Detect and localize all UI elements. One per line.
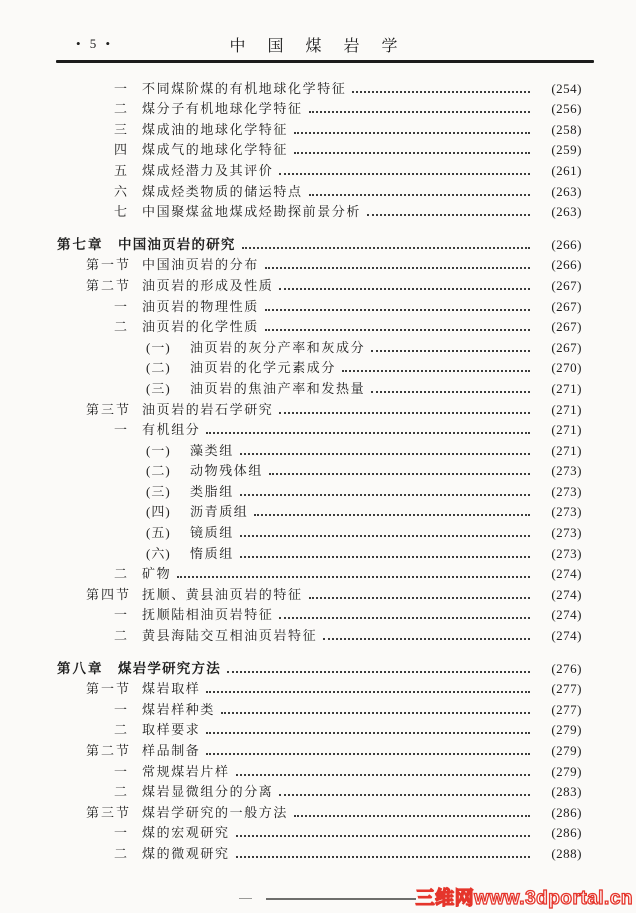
entry-page-number: (273) bbox=[551, 483, 582, 499]
entry-page-number: (271) bbox=[551, 422, 582, 438]
entry-page-number: (267) bbox=[551, 319, 582, 335]
entry-number: 第三节 bbox=[86, 401, 132, 417]
entry-title: 常规煤岩片样 bbox=[142, 763, 230, 779]
entry-title: 油页岩的焦油产率和发热量 bbox=[190, 380, 366, 396]
dot-leader bbox=[265, 329, 530, 331]
entry-page-number: (263) bbox=[551, 204, 582, 220]
entry-title: 油页岩的岩石学研究 bbox=[142, 401, 274, 417]
toc-row bbox=[0, 336, 582, 357]
entry-page-number: (273) bbox=[551, 463, 582, 479]
toc-row bbox=[0, 739, 582, 760]
dot-leader bbox=[371, 391, 530, 393]
entry-number: 一 bbox=[114, 422, 129, 438]
entry-title: 油页岩的化学元素成分 bbox=[190, 360, 337, 376]
dot-leader bbox=[240, 453, 530, 455]
entry-number: 第一节 bbox=[86, 257, 132, 273]
dot-leader bbox=[177, 576, 530, 578]
entry-page-number: (266) bbox=[551, 257, 582, 273]
entry-number: 一 bbox=[114, 825, 129, 841]
entry-page-number: (256) bbox=[551, 101, 582, 117]
entry-number: 第二节 bbox=[86, 277, 132, 293]
dot-leader bbox=[265, 267, 530, 269]
dot-leader bbox=[279, 412, 530, 414]
entry-number: 一 bbox=[114, 607, 129, 623]
entry-number: (三) bbox=[146, 483, 171, 499]
entry-title: 油页岩的灰分产率和灰成分 bbox=[190, 339, 366, 355]
toc-row bbox=[0, 563, 582, 584]
entry-title: 油页岩的化学性质 bbox=[142, 319, 259, 335]
dot-leader bbox=[323, 638, 530, 640]
dot-leader bbox=[279, 288, 530, 290]
dot-leader bbox=[206, 753, 530, 755]
toc-row bbox=[0, 542, 582, 563]
entry-page-number: (271) bbox=[551, 442, 582, 458]
toc-row bbox=[0, 77, 582, 98]
dot-leader bbox=[206, 732, 530, 734]
entry-page-number: (267) bbox=[551, 339, 582, 355]
entry-title: 类脂组 bbox=[190, 483, 234, 499]
footer-dash bbox=[239, 898, 252, 899]
toc-row bbox=[0, 233, 582, 254]
entry-number: 二 bbox=[114, 845, 129, 861]
page-header bbox=[0, 0, 636, 60]
entry-number: 一 bbox=[114, 80, 129, 96]
entry-title: 煤的宏观研究 bbox=[142, 825, 230, 841]
entry-number: 一 bbox=[114, 298, 129, 314]
dot-leader bbox=[279, 794, 530, 796]
table-of-contents bbox=[0, 60, 636, 863]
entry-title: 黄县海陆交互相油页岩特征 bbox=[142, 628, 318, 644]
header-rule bbox=[56, 60, 594, 63]
toc-row bbox=[0, 180, 582, 201]
entry-page-number: (274) bbox=[551, 586, 582, 602]
dot-leader bbox=[367, 214, 530, 216]
entry-title: 煤岩学研究方法 bbox=[118, 660, 221, 676]
toc-row bbox=[0, 274, 582, 295]
entry-title: 油页岩的物理性质 bbox=[142, 298, 259, 314]
entry-number: 一 bbox=[114, 701, 129, 717]
entry-page-number: (274) bbox=[551, 607, 582, 623]
entry-number: 七 bbox=[114, 204, 129, 220]
entry-number: 第三节 bbox=[86, 804, 132, 820]
entry-page-number: (261) bbox=[551, 162, 582, 178]
entry-title: 煤岩样种类 bbox=[142, 701, 216, 717]
entry-page-number: (273) bbox=[551, 525, 582, 541]
entry-number: 第一节 bbox=[86, 681, 132, 697]
toc-row bbox=[0, 521, 582, 542]
dot-leader bbox=[240, 494, 530, 496]
toc-row bbox=[0, 295, 582, 316]
entry-page-number: (277) bbox=[551, 701, 582, 717]
dot-leader bbox=[206, 691, 530, 693]
dot-leader bbox=[309, 597, 530, 599]
entry-number: (六) bbox=[146, 545, 171, 561]
dot-leader bbox=[352, 91, 530, 93]
entry-title: 煤岩学研究的一般方法 bbox=[142, 804, 289, 820]
dot-leader bbox=[206, 432, 530, 434]
toc-row bbox=[0, 657, 582, 678]
entry-number: 第七章 bbox=[57, 236, 104, 252]
dot-leader bbox=[309, 111, 530, 113]
entry-page-number: (271) bbox=[551, 401, 582, 417]
entry-number: (二) bbox=[146, 360, 171, 376]
entry-title: 动物残体组 bbox=[190, 463, 264, 479]
entry-title: 惰质组 bbox=[190, 545, 234, 561]
toc-row bbox=[0, 460, 582, 481]
entry-page-number: (266) bbox=[551, 236, 582, 252]
entry-number: (三) bbox=[146, 380, 171, 396]
entry-number: 二 bbox=[114, 319, 129, 335]
entry-page-number: (267) bbox=[551, 277, 582, 293]
entry-number: 二 bbox=[114, 784, 129, 800]
dot-leader bbox=[242, 247, 530, 249]
entry-title: 煤岩取样 bbox=[142, 681, 201, 697]
dot-leader bbox=[294, 152, 530, 154]
toc-row bbox=[0, 583, 582, 604]
toc-row bbox=[0, 357, 582, 378]
toc-row bbox=[0, 480, 582, 501]
book-title: 中 国 煤 岩 学 bbox=[229, 38, 407, 55]
dot-leader bbox=[254, 514, 530, 516]
toc-row bbox=[0, 842, 582, 863]
toc-row bbox=[0, 719, 582, 740]
entry-title: 煤分子有机地球化学特征 bbox=[142, 101, 303, 117]
entry-title: 取样要求 bbox=[142, 722, 201, 738]
entry-number: 一 bbox=[114, 763, 129, 779]
entry-number: 第八章 bbox=[57, 660, 104, 676]
dot-leader bbox=[265, 309, 530, 311]
toc-row bbox=[0, 604, 582, 625]
entry-page-number: (263) bbox=[551, 183, 582, 199]
entry-page-number: (283) bbox=[551, 784, 582, 800]
entry-title: 藻类组 bbox=[190, 442, 234, 458]
entry-page-number: (276) bbox=[551, 660, 582, 676]
entry-title: 样品制备 bbox=[142, 743, 201, 758]
dot-leader bbox=[221, 712, 530, 714]
entry-page-number: (273) bbox=[551, 504, 582, 520]
toc-row bbox=[0, 254, 582, 275]
entry-title: 中国聚煤盆地煤成烃勘探前景分析 bbox=[142, 204, 362, 220]
toc-row bbox=[0, 781, 582, 802]
toc-row bbox=[0, 398, 582, 419]
entry-title: 抚顺、黄县油页岩的特征 bbox=[142, 586, 303, 602]
entry-page-number: (258) bbox=[551, 121, 582, 137]
entry-title: 中国油页岩的分布 bbox=[142, 257, 259, 273]
entry-title: 煤成烃类物质的储运特点 bbox=[142, 183, 303, 199]
dot-leader bbox=[240, 535, 530, 537]
entry-number: 六 bbox=[114, 183, 129, 199]
entry-title: 油页岩的形成及性质 bbox=[142, 277, 274, 293]
entry-title: 有机组分 bbox=[142, 422, 201, 438]
dot-leader bbox=[371, 350, 530, 352]
toc-row bbox=[0, 698, 582, 719]
entry-page-number: (274) bbox=[551, 566, 582, 582]
entry-number: 二 bbox=[114, 722, 129, 738]
entry-page-number: (273) bbox=[551, 545, 582, 561]
entry-page-number: (254) bbox=[551, 80, 582, 96]
footer-line bbox=[266, 898, 416, 900]
toc-row bbox=[0, 501, 582, 522]
dot-leader bbox=[342, 370, 530, 372]
toc-row bbox=[0, 678, 582, 699]
dot-leader bbox=[236, 856, 530, 858]
entry-number: 四 bbox=[114, 142, 129, 158]
entry-page-number: (288) bbox=[551, 845, 582, 861]
entry-number: 二 bbox=[114, 628, 129, 644]
dot-leader bbox=[269, 473, 530, 475]
dot-leader bbox=[279, 173, 530, 175]
toc-row bbox=[0, 118, 582, 139]
entry-number: 三 bbox=[114, 121, 129, 137]
entry-page-number: (286) bbox=[551, 804, 582, 820]
page-footer bbox=[0, 879, 636, 913]
toc-row bbox=[0, 439, 582, 460]
dot-leader bbox=[279, 617, 530, 619]
entry-title: 煤成气的地球化学特征 bbox=[142, 142, 289, 158]
watermark: 三维网www.3dportal.cn bbox=[415, 888, 633, 909]
entry-number: 二 bbox=[114, 566, 129, 582]
toc-row bbox=[0, 139, 582, 160]
dot-leader bbox=[236, 835, 530, 837]
dot-leader bbox=[294, 132, 530, 134]
entry-title: 煤岩显微组分的分离 bbox=[142, 784, 274, 800]
entry-title: 煤的微观研究 bbox=[142, 845, 230, 861]
entry-title: 镜质组 bbox=[190, 525, 234, 541]
entry-number: (一) bbox=[146, 339, 171, 355]
entry-number: 二 bbox=[114, 101, 129, 117]
dot-leader bbox=[240, 556, 530, 558]
entry-number: 第四节 bbox=[86, 586, 132, 602]
dot-leader bbox=[294, 815, 530, 817]
entry-page-number: (259) bbox=[551, 142, 582, 158]
entry-title: 煤成油的地球化学特征 bbox=[142, 121, 289, 137]
toc-row bbox=[0, 760, 582, 781]
toc-row bbox=[0, 822, 582, 843]
entry-page-number: (274) bbox=[551, 628, 582, 644]
entry-title: 沥青质组 bbox=[190, 504, 249, 520]
entry-page-number: (279) bbox=[551, 763, 582, 779]
entry-title: 矿物 bbox=[142, 566, 172, 582]
entry-number: 五 bbox=[114, 162, 129, 178]
entry-number: 第二节 bbox=[86, 743, 132, 758]
toc-row bbox=[0, 419, 582, 440]
entry-page-number: (286) bbox=[551, 825, 582, 841]
entry-number: (二) bbox=[146, 463, 171, 479]
entry-title: 中国油页岩的研究 bbox=[118, 236, 236, 252]
dot-leader bbox=[227, 671, 530, 673]
entry-number: (五) bbox=[146, 525, 171, 541]
entry-page-number: (270) bbox=[551, 360, 582, 376]
toc-row bbox=[0, 624, 582, 645]
entry-title: 抚顺陆相油页岩特征 bbox=[142, 607, 274, 623]
toc-row bbox=[0, 201, 582, 222]
dot-leader bbox=[236, 774, 530, 776]
entry-page-number: (279) bbox=[551, 722, 582, 738]
entry-title: 不同煤阶煤的有机地球化学特征 bbox=[142, 80, 347, 96]
toc-row bbox=[0, 801, 582, 822]
folio-page-number: • 5 • bbox=[76, 36, 114, 51]
toc-row bbox=[0, 159, 582, 180]
toc-row bbox=[0, 377, 582, 398]
toc-row bbox=[0, 98, 582, 119]
toc-row bbox=[0, 316, 582, 337]
entry-number: (四) bbox=[146, 504, 171, 520]
entry-title: 煤成烃潜力及其评价 bbox=[142, 162, 274, 178]
dot-leader bbox=[309, 194, 530, 196]
entry-page-number: (279) bbox=[551, 743, 582, 758]
entry-page-number: (267) bbox=[551, 298, 582, 314]
entry-page-number: (271) bbox=[551, 380, 582, 396]
entry-page-number: (277) bbox=[551, 681, 582, 697]
entry-number: (一) bbox=[146, 442, 171, 458]
